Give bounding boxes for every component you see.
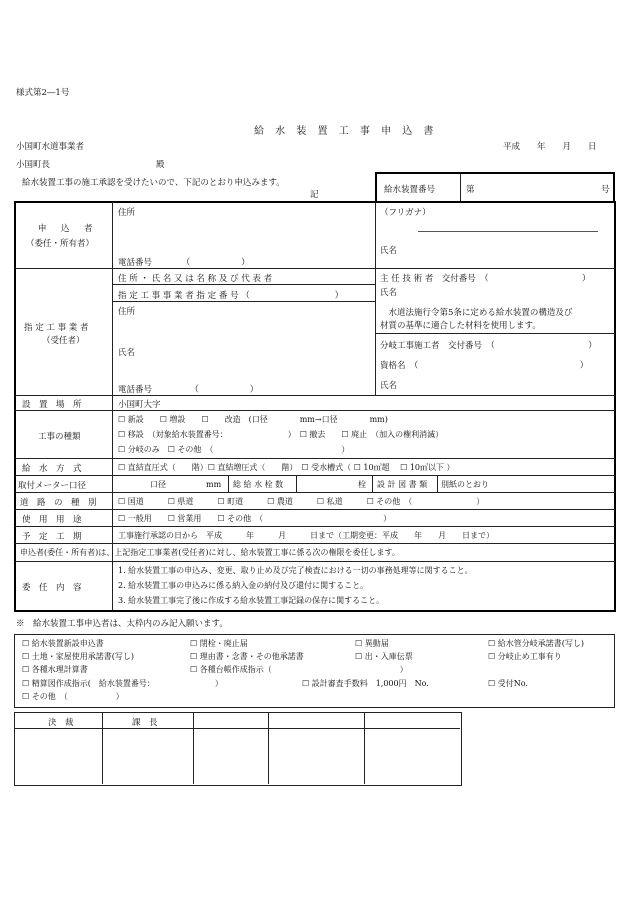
law-text-2: 材質の基準に適合した材料を使用します。 xyxy=(380,321,541,331)
site-value: 小国町大字 xyxy=(118,400,161,410)
approval-decision: 決 裁 xyxy=(48,718,74,728)
branch-worker-label: 分岐工事施工者 交付番号 （ ） xyxy=(380,341,597,351)
chk-ledger: ☐ 各種台帳作成指示（ ） xyxy=(190,665,408,674)
contractor-rep-label: 住 所 ・ 氏 名 又 は 名 称 及 び 代 表 者 xyxy=(118,274,273,284)
device-no-suffix: 号 xyxy=(601,185,610,195)
contractor-sublabel: （受任者） xyxy=(42,336,85,346)
drawing-label: 設 計 図 書 類 xyxy=(377,480,428,489)
chk-closure: ☐ 閉栓・廃止届 xyxy=(190,639,248,648)
applicant-address-label: 住所 xyxy=(118,208,136,218)
supply-label: 給 水 方 式 xyxy=(22,464,82,474)
intro-text: 給水装置工事の施工承認を受けたいので、下記のとおり申込みます。 xyxy=(22,178,285,188)
branch-worker-name: 氏名 xyxy=(380,381,398,391)
chk-reason: ☐ 理由書・念書・その他承諾書 xyxy=(190,652,304,661)
contractor-designation: 指 定 工 事 事 業 者 指 定 番 号 （ ） xyxy=(118,291,344,301)
chk-receipt: ☐ 受付No. xyxy=(488,679,528,688)
addressee-head: 小国町長 xyxy=(16,160,51,170)
work-type-row1: ☐ 新設 ☐ 増設 ☐ 改造 (口径 mm→口径 mm) xyxy=(118,415,388,424)
chief-engineer-label: 主 任 技 術 者 交付番号 （ ） xyxy=(380,274,591,284)
device-no-prefix: 第 xyxy=(466,185,475,195)
applicant-phone-label: 電話番号 （ ） xyxy=(118,258,250,268)
delegation-text: 申込者(委任・所有者)は、上記指定工事業者(受任者)に対し、給水装置工事に係る次の権限を委任します。 xyxy=(20,548,400,557)
delegation-item-2: 2. 給水装置工事の申込みに係る納入金の納付及び還付に関すること。 xyxy=(118,581,369,590)
faucet-label: 総 給 水 栓 数 xyxy=(233,480,284,489)
device-no-label: 給水装置番号 xyxy=(384,185,436,195)
chk-change: ☐ 異動届 xyxy=(355,639,389,648)
honorific: 殿 xyxy=(156,160,165,170)
ki-mark: 記 xyxy=(310,190,319,200)
meter-label: 取付メーター口径 xyxy=(18,481,87,491)
delegation-item-3: 3. 給水装置工事完了後に作成する給水装置工事記録の保存に関すること。 xyxy=(118,596,385,605)
chk-slip: ☐ 出・入庫伝票 xyxy=(355,652,413,661)
road-value: ☐ 国道 ☐ 県道 ☐ 町道 ☐ 農道 ☐ 私道 ☐ その他 （ ） xyxy=(118,497,485,506)
period-value: 工事施行承認の日から 平成 年 月 日まで（工期変更：平成 年 月 日まで） xyxy=(118,531,494,540)
chk-other: ☐ その他 （ ） xyxy=(22,692,124,701)
chk-branch-consent: ☐ 給水管分岐承諾書(写し) xyxy=(488,639,584,648)
contractor-name-label: 氏名 xyxy=(118,348,136,358)
chk-land-consent: ☐ 土地・家屋使用承諾書(写し) xyxy=(22,652,134,661)
contractor-address-label: 住所 xyxy=(118,307,136,317)
chk-new-application: ☐ 給水装置新設申込書 xyxy=(22,639,104,648)
road-label: 道 路 の 種 別 xyxy=(20,498,97,508)
usage-value: ☐ 一般用 ☐ 営業用 ☐ その他 （ ） xyxy=(118,514,392,523)
chk-branch-stop: ☐ 分岐止め工事有り xyxy=(488,652,562,661)
footnote: ※ 給水装置工事申込者は、太枠内のみ記入願います。 xyxy=(16,619,228,629)
chk-settlement: ☐ 精算図作成指示( 給水装置番号： ） xyxy=(22,679,223,688)
delegation-label: 委 任 内 容 xyxy=(22,583,82,593)
delegation-item-1: 1. 給水装置工事の申込み、変更、取り止め及び完了検査における一切の事務処理等に関すること。 xyxy=(118,566,473,575)
work-type-row2: ☐ 移設 （対象給水装置番号： ） ☐ 撤去 ☐ 廃止 （加入の権利消滅） xyxy=(118,430,444,439)
supply-value: ☐ 直結直圧式（ 階）☐ 直結増圧式（ 階） ☐ 受水槽式（ ☐ 10㎥超 ☐ 10㎥以下 ） xyxy=(118,463,455,472)
site-label: 設 置 場 所 xyxy=(22,400,82,410)
approval-section-chief: 課 長 xyxy=(132,718,158,728)
form-title: 給 水 装 置 工 事 申 込 書 xyxy=(254,126,438,137)
drawing-value: 別紙のとおり xyxy=(441,480,489,489)
chk-hydraulic: ☐ 各種水理計算書 xyxy=(22,665,88,674)
chief-engineer-name: 氏名 xyxy=(380,288,398,298)
date-line: 平成 年 月 日 xyxy=(503,142,597,152)
form-id: 様式第2―1号 xyxy=(16,88,70,98)
applicant-label: 申 込 者 xyxy=(38,224,96,234)
approval-table xyxy=(14,712,462,786)
contractor-label: 指 定 工 事 業 者 xyxy=(24,323,89,333)
applicant-furigana-label: （フリガナ） xyxy=(380,208,431,218)
law-text-1: 水道法施行令第5条に定める給水装置の構造及び xyxy=(380,308,573,318)
work-type-label: 工事の種類 xyxy=(38,432,81,442)
applicant-name-label: 氏名 xyxy=(380,246,398,256)
applicant-sublabel: （委任・所有者） xyxy=(26,239,95,249)
meter-value: 口径 mm xyxy=(118,480,222,489)
addressee-org: 小国町水道事業者 xyxy=(16,142,85,152)
faucet-unit: 栓 xyxy=(358,480,366,489)
work-type-row3: ☐ 分岐のみ ☐ その他 （ ） xyxy=(118,445,350,454)
chk-fee: ☐ 設計審査手数料 1,000円 No. xyxy=(302,679,429,688)
contractor-phone-label: 電話番号 （ ） xyxy=(118,385,259,395)
period-label: 予 定 工 期 xyxy=(22,532,82,542)
usage-label: 使 用 用 途 xyxy=(22,515,82,525)
qualification-label: 資格名 （ ） xyxy=(380,361,589,371)
